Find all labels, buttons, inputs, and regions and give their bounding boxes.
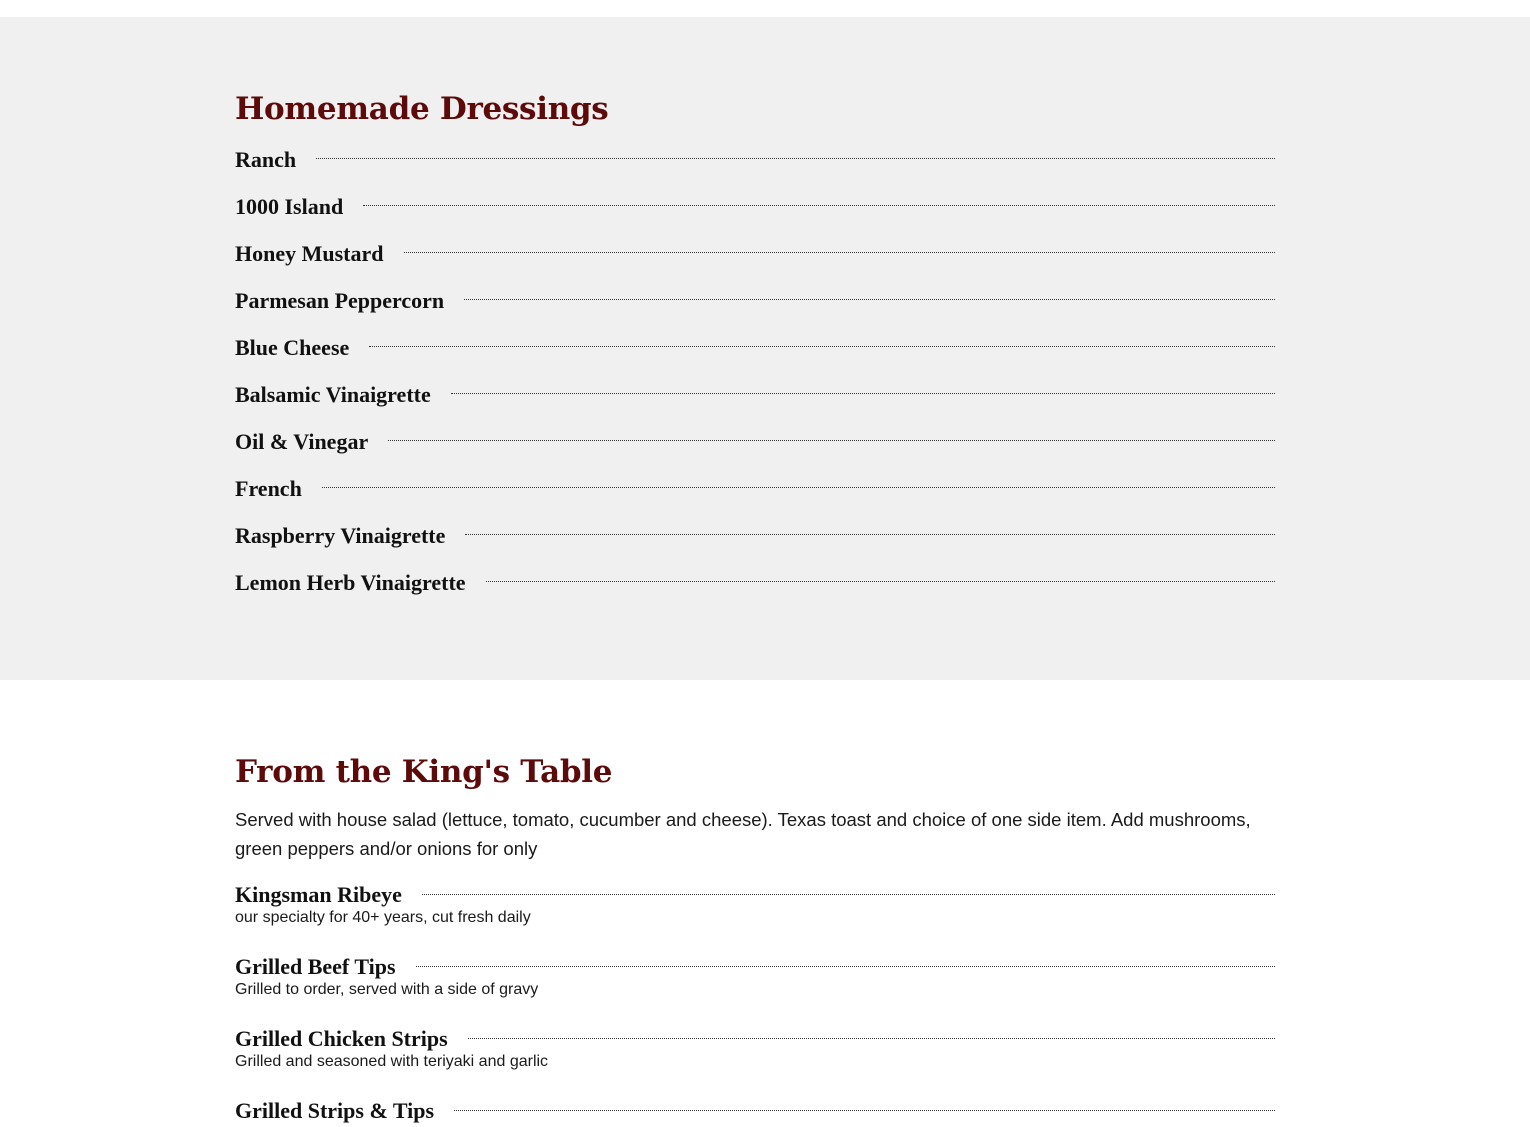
dotted-leader <box>465 534 1275 535</box>
menu-item <box>235 277 1275 324</box>
menu-item <box>235 954 1275 1000</box>
menu-item <box>235 559 1275 606</box>
kings-table-container <box>235 752 1275 1127</box>
menu-item <box>235 1098 1275 1124</box>
kings-table-section <box>0 680 1530 1127</box>
menu-item-name: Blue Cheese <box>235 334 350 360</box>
dotted-leader <box>422 894 1275 895</box>
menu-item <box>235 136 1275 183</box>
menu-item-name: Lemon Herb Vinaigrette <box>235 569 466 595</box>
menu-item-name: Raspberry Vinaigrette <box>235 522 446 548</box>
kings-table-intro: Served with house salad (lettuce, tomato, cucumber and cheese). Texas toast and choice of one side item. Add mushrooms, green peppers and/or onions for only <box>235 809 1251 859</box>
menu-item-name: Honey Mustard <box>235 240 384 266</box>
dotted-leader <box>454 1110 1275 1111</box>
menu-item-description: our specialty for 40+ years, cut fresh daily <box>235 909 531 926</box>
menu-item <box>235 230 1275 277</box>
dotted-leader <box>363 205 1275 206</box>
menu-item-name: French <box>235 475 302 501</box>
dotted-leader <box>416 966 1275 967</box>
menu-item <box>235 1026 1275 1072</box>
menu-item-description: Grilled to order, served with a side of gravy <box>235 981 539 998</box>
menu-item-name: Kingsman Ribeye <box>235 882 402 907</box>
menu-item <box>235 183 1275 230</box>
menu-item-name: Balsamic Vinaigrette <box>235 381 431 407</box>
dotted-leader <box>388 440 1275 441</box>
menu-item <box>235 512 1275 559</box>
dressings-section <box>0 17 1530 680</box>
dotted-leader <box>451 393 1275 394</box>
dressings-title: Homemade Dressings <box>235 91 609 127</box>
dotted-leader <box>369 346 1275 347</box>
dotted-leader <box>404 252 1276 253</box>
dotted-leader <box>468 1038 1275 1039</box>
menu-item-name: Grilled Beef Tips <box>235 954 396 979</box>
menu-item-description: Grilled and seasoned with teriyaki and garlic <box>235 1053 549 1070</box>
dressings-container <box>235 89 1275 606</box>
menu-item <box>235 324 1275 371</box>
dotted-leader <box>322 487 1275 488</box>
menu-item <box>235 882 1275 928</box>
dotted-leader <box>486 581 1275 582</box>
kings-table-title: From the King's Table <box>235 754 613 790</box>
dotted-leader <box>316 158 1275 159</box>
menu-item-name: Grilled Chicken Strips <box>235 1026 448 1051</box>
menu-item <box>235 371 1275 418</box>
menu-item-name: Grilled Strips & Tips <box>235 1098 435 1123</box>
menu-item <box>235 465 1275 512</box>
menu-item-name: Ranch <box>235 146 297 172</box>
menu-item <box>235 418 1275 465</box>
menu-item-name: Oil & Vinegar <box>235 428 369 454</box>
menu-item-name: 1000 Island <box>235 193 344 219</box>
dotted-leader <box>464 299 1275 300</box>
menu-item-name: Parmesan Peppercorn <box>235 287 445 313</box>
